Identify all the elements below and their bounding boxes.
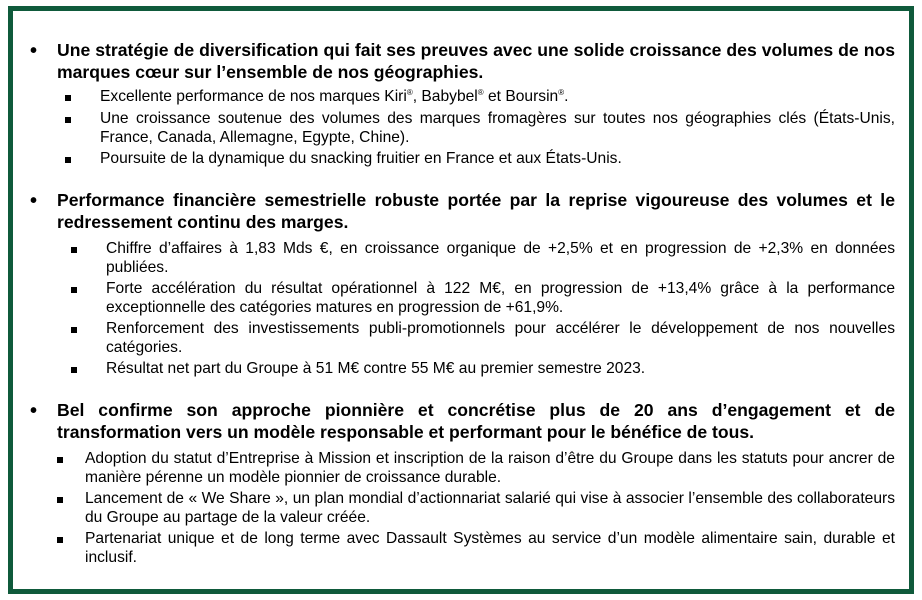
square-bullet-icon (71, 327, 77, 333)
list-item: Lancement de « We Share », un plan mondial d’actionnariat salarié qui vise à associer l’ensemble des collaborateurs du Groupe au partage de la valeur créée. (85, 490, 895, 526)
square-bullet-icon (57, 537, 63, 543)
section-heading: Une stratégie de diversification qui fait ses preuves avec une solide croissance des volumes de nos marques cœur sur l’ensemble de nos géographies. (57, 40, 895, 82)
bullet-icon: • (30, 400, 38, 422)
square-bullet-icon (65, 157, 71, 163)
list-item (100, 87, 895, 106)
section-heading: Performance financière semestrielle robuste portée par la reprise vigoureuse des volumes et le redressement continu des marges. (57, 190, 895, 232)
square-bullet-icon (71, 287, 77, 293)
list-item: Poursuite de la dynamique du snacking fruitier en France et aux États-Unis. (100, 150, 622, 167)
bullet-icon: • (30, 190, 38, 212)
section-heading: Bel confirme son approche pionnière et concrétise plus de 20 ans d’engagement et de transformation vers un modèle responsable et performant pour le bénéfice de tous. (57, 400, 895, 442)
square-bullet-icon (71, 367, 77, 373)
item-text: Excellente performance de nos marques Kiri (100, 88, 407, 105)
registered-mark: ® (558, 88, 565, 97)
list-item: Résultat net part du Groupe à 51 M€ contre 55 M€ au premier semestre 2023. (106, 360, 646, 377)
item-text: et Boursin (483, 88, 559, 105)
square-bullet-icon (65, 95, 71, 101)
bullet-icon: • (30, 40, 38, 62)
square-bullet-icon (65, 117, 71, 123)
list-item: Renforcement des investissements publi-promotionnels pour accélérer le développement de nos nouvelles catégories. (106, 320, 895, 356)
square-bullet-icon (57, 497, 63, 503)
square-bullet-icon (57, 457, 63, 463)
registered-mark: ® (406, 88, 413, 97)
list-item: Forte accélération du résultat opérationnel à 122 M€, en progression de +13,4% grâce à la performance exceptionnelle des catégories matures en progression de +61,9%. (106, 280, 895, 316)
list-item: Partenariat unique et de long terme avec Dassault Systèmes au service d’un modèle alimentaire sain, durable et inclusif. (85, 530, 895, 566)
list-item: Adoption du statut d’Entreprise à Mission et inscription de la raison d’être du Groupe dans les statuts pour ancrer de manière pérenne un modèle pionnier de croissance durable. (85, 450, 895, 486)
highlights-box (8, 6, 914, 594)
list-item: Chiffre d’affaires à 1,83 Mds €, en croissance organique de +2,5% et en progression de +2,3% en données publiées. (106, 240, 895, 276)
item-text: , Babybel (412, 88, 478, 105)
list-item: Une croissance soutenue des volumes des marques fromagères sur toutes nos géographies clés (États-Unis, France, Canada, Allemagne, Egypte, Chine). (100, 110, 895, 146)
item-text: . (564, 88, 569, 105)
square-bullet-icon (71, 247, 77, 253)
registered-mark: ® (477, 88, 484, 97)
